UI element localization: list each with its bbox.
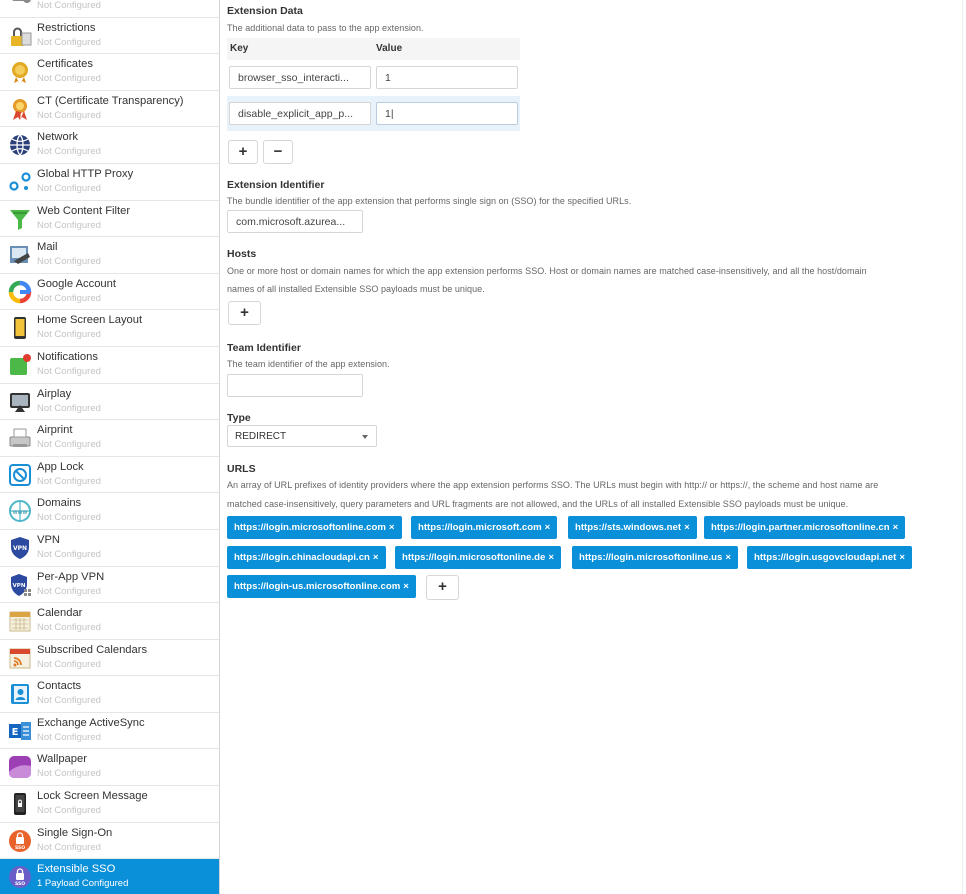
sidebar-item-status: Not Configured [37,768,101,780]
extension-identifier-input[interactable]: com.microsoft.azurea... [227,210,363,233]
google-icon [8,280,32,304]
url-tag [227,516,402,539]
sidebar-item-status: Not Configured [37,365,101,377]
svg-text:SSO: SSO [14,845,26,851]
svg-text:www: www [12,509,28,517]
sidebar-item-status: Not Configured [37,585,101,597]
sidebar-item-label: Wallpaper [37,753,87,766]
url-tag-label: https://login.microsoft.com [418,522,542,533]
sidebar-item-label: Network [37,131,79,144]
sidebar-item-exchange-activesync[interactable] [0,713,219,750]
sidebar-item-single-sign-on[interactable] [0,823,219,860]
sidebar-item-vpn[interactable] [0,530,219,567]
printer-icon [8,426,32,450]
extensible-sso-icon [8,865,32,889]
extension-data-value-field[interactable]: 1 [376,66,518,89]
certificate-icon [8,60,32,84]
svg-text:SSO: SSO [14,882,26,888]
sidebar-item-status: Not Configured [37,256,101,268]
sidebar-item-label: VPN [37,533,61,546]
url-tag [568,516,697,539]
payload-settings-panel [220,0,966,894]
urls-title: URLS [227,463,256,475]
svg-text:VPN: VPN [12,544,28,552]
key-value-table-header [227,38,520,60]
sidebar-item-status: Not Configured [37,622,101,634]
sidebar-item-subscribed-calendars[interactable] [0,640,219,677]
sidebar-item-status: 1 Payload Configured [37,878,129,890]
contacts-icon [8,682,32,706]
value-column-header: Value [376,43,403,54]
sidebar-item-notifications[interactable] [0,347,219,384]
sidebar-item-label: Google Account [37,277,116,290]
sidebar-item-status: Not Configured [37,182,101,194]
type-selected-value: REDIRECT [235,431,287,442]
urls-description-line2: matched case-insensitively, query parameters and URL fragments are not allowed, and the URLs of all installed Extensible SSO payloads must be unique. [227,499,849,509]
panel-divider [962,0,963,894]
sidebar-item-label: Notifications [37,350,98,363]
wallpaper-icon [8,755,32,779]
sidebar-item-network[interactable] [0,127,219,164]
exchange-icon [8,719,32,743]
sidebar-item-label: Home Screen Layout [37,314,143,327]
sidebar-item-airplay[interactable] [0,384,219,421]
payload-sidebar [0,0,220,894]
ribbon-icon [8,97,32,121]
url-tag [395,546,561,569]
airplay-icon [8,390,32,414]
sidebar-item-status: Not Configured [37,512,101,524]
svg-text:VPN: VPN [12,582,26,589]
remove-url-icon[interactable]: × [892,522,899,533]
extension-data-value-field[interactable]: 1| [376,102,518,125]
sidebar-item-status: Not Configured [37,73,101,85]
sidebar-item-label: Calendar [37,607,83,620]
sidebar-item-label: Per-App VPN [37,570,105,583]
team-identifier-description: The team identifier of the app extension. [227,359,390,369]
sidebar-item-wallpaper[interactable] [0,749,219,786]
sidebar-item-general[interactable] [0,0,219,18]
sidebar-item-status: Not Configured [37,0,101,11]
sidebar-item-label: Exchange ActiveSync [37,716,145,729]
sidebar-item-google-account[interactable] [0,274,219,311]
remove-url-icon[interactable]: × [684,522,690,533]
proxy-icon [8,170,32,194]
sidebar-item-status: Not Configured [37,805,101,817]
remove-extension-data-button[interactable]: − [263,140,293,164]
sidebar-item-label: Restrictions [37,21,96,34]
url-tag-label: https://login.microsoftonline.us [579,552,723,563]
sidebar-item-mail[interactable] [0,237,219,274]
sidebar-item-extensible-sso[interactable] [0,859,219,894]
extension-data-key-field[interactable]: disable_explicit_app_p... [229,102,371,125]
funnel-icon [8,207,32,231]
sidebar-item-label: Airprint [37,424,73,437]
url-tag-label: https://login.usgovcloudapi.net [754,552,897,563]
sidebar-item-status: Not Configured [37,548,101,560]
add-extension-data-button[interactable]: + [228,140,258,164]
sidebar-item-global-http-proxy[interactable] [0,164,219,201]
sidebar-item-label: CT (Certificate Transparency) [37,94,184,107]
sidebar-item-label: Airplay [37,387,72,400]
team-identifier-input[interactable] [227,374,363,397]
chevron-down-icon [362,435,368,439]
sidebar-item-status: Not Configured [37,731,101,743]
phone-icon [8,316,32,340]
sidebar-item-status: Not Configured [37,292,101,304]
remove-url-icon[interactable]: × [548,552,554,563]
sidebar-item-web-content-filter[interactable] [0,201,219,238]
url-tag-label: https://login.microsoftonline.com [234,522,386,533]
notification-icon [8,353,32,377]
remove-url-icon[interactable]: × [725,552,731,563]
sidebar-item-status: Not Configured [37,146,101,158]
sidebar-item-status: Not Configured [37,439,101,451]
sidebar-item-status: Not Configured [37,658,101,670]
url-tag [411,516,557,539]
sidebar-item-status: Not Configured [37,402,101,414]
hosts-description-line1: One or more host or domain names for which the app extension performs SSO. Host or domain names are matched case-insensitively, and all the host/domain [227,266,867,276]
sidebar-item-per-app-vpn[interactable] [0,567,219,604]
url-tag [227,575,416,598]
remove-url-icon[interactable]: × [403,581,409,592]
sidebar-item-label: App Lock [37,460,84,473]
sidebar-item-label: Certificates [37,58,93,71]
www-globe-icon [8,499,32,523]
sidebar-item-status: Not Configured [37,841,101,853]
svg-text:E: E [11,726,19,738]
sso-icon [8,829,32,853]
hosts-description-line2: names of all installed Extensible SSO payloads must be unique. [227,284,485,294]
add-host-button[interactable]: + [228,301,261,325]
calendar-icon [8,609,32,633]
remove-url-icon[interactable]: × [544,522,551,533]
type-title: Type [227,412,251,424]
url-tag [227,546,386,569]
sidebar-item-status: Not Configured [37,36,101,48]
lock-icon [8,24,32,48]
sidebar-item-calendar[interactable] [0,603,219,640]
sidebar-item-status: Not Configured [37,475,101,487]
url-tag [747,546,912,569]
sidebar-item-status: Not Configured [37,219,101,231]
per-app-vpn-icon [8,573,32,597]
remove-url-icon[interactable]: × [899,552,905,563]
sidebar-item-label: Contacts [37,680,82,693]
add-url-button[interactable]: + [426,575,459,600]
sidebar-item-label: Extensible SSO [37,863,116,876]
url-tag-label: https://sts.windows.net [575,522,682,533]
remove-url-icon[interactable]: × [388,522,395,533]
url-tag [572,546,738,569]
sidebar-item-status: Not Configured [37,109,101,121]
url-tag-label: https://login.microsoftonline.de [402,552,546,563]
sidebar-item-ct-certificate-transparency[interactable] [0,91,219,128]
extension-data-title: Extension Data [227,5,303,17]
sidebar-item-app-lock[interactable] [0,457,219,494]
wrench-icon [8,0,32,11]
extension-data-key-field[interactable]: browser_sso_interacti... [229,66,371,89]
sidebar-item-label: Global HTTP Proxy [37,167,134,180]
hosts-title: Hosts [227,248,257,260]
sidebar-item-label: Subscribed Calendars [37,643,148,656]
sidebar-item-contacts[interactable] [0,676,219,713]
sidebar-item-lock-screen-message[interactable] [0,786,219,823]
sidebar-item-airprint[interactable] [0,420,219,457]
url-tag-label: https://login-us.microsoftonline.com [234,581,401,592]
extension-identifier-description: The bundle identifier of the app extension that performs single sign on (SSO) for the specified URLs. [227,196,632,206]
sidebar-item-label: Lock Screen Message [37,790,148,803]
subscribed-calendar-icon [8,646,32,670]
extension-data-description: The additional data to pass to the app extension. [227,23,424,33]
payload-list [0,0,219,894]
globe-icon [8,133,32,157]
sidebar-item-certificates[interactable] [0,54,219,91]
team-identifier-title: Team Identifier [227,342,301,354]
remove-url-icon[interactable]: × [372,552,379,563]
app-lock-icon [8,463,32,487]
lock-screen-icon [8,792,32,816]
url-tag-label: https://login.partner.microsoftonline.cn [711,522,890,533]
type-select[interactable] [227,425,377,447]
sidebar-item-label: Single Sign-On [37,826,113,839]
sidebar-item-label: Domains [37,497,82,510]
sidebar-item-status: Not Configured [37,695,101,707]
sidebar-item-label: Web Content Filter [37,204,131,217]
mail-icon [8,243,32,267]
urls-description-line1: An array of URL prefixes of identity providers where the app extension performs SSO. The URLs must begin with http:// or https://, the scheme and host name are [227,480,879,490]
sidebar-item-home-screen-layout[interactable] [0,310,219,347]
key-column-header: Key [230,43,249,54]
url-tag [704,516,905,539]
extension-identifier-title: Extension Identifier [227,179,325,191]
url-tag-label: https://login.chinacloudapi.cn [234,552,370,563]
sidebar-item-domains[interactable] [0,493,219,530]
sidebar-item-status: Not Configured [37,329,101,341]
sidebar-item-restrictions[interactable] [0,18,219,55]
vpn-shield-icon [8,536,32,560]
sidebar-item-label: Mail [37,241,58,254]
